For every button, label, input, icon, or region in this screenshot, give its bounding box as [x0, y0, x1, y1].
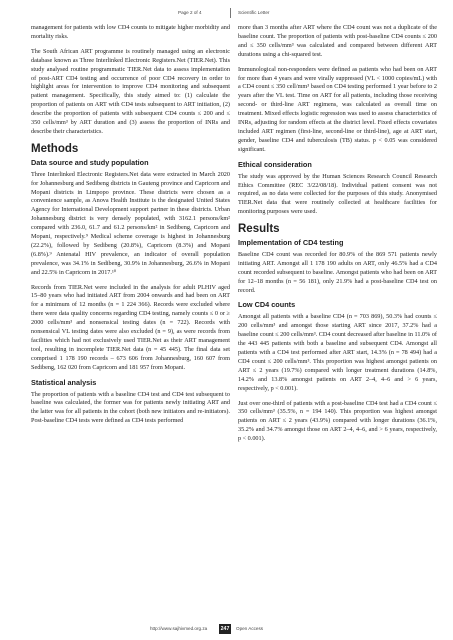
subheading-implementation: Implementation of CD4 testing [238, 238, 344, 248]
paragraph: Amongst all patients with a baseline CD4 (n = 703 869), 50.3% had counts ≤ 200 cells/mm³ and amongst those starting ART since 2017, 37.2% had a baseline count ≤ 200 cells/mm³. CD4 count decreased after baseline in 11.0% of the 443 445 patients with both a baseline and subsequent CD4. Amongst all patients with a CD4 test performed after ART start, 14.3% (n = 78 494) had a CD4 count ≤ 200 cells/mm³. This proportion was highest amongst patients on ART ≤ 2 years (19.7%) compared with longer treatment durations (14.8%, 14.2% and 13.8% amongst patients on ART 2–4, 4–6 and > 6 years, respectively, p < 0.001). [238, 313, 437, 392]
subheading-ethical: Ethical consideration [238, 159, 312, 169]
page-header [0, 8, 453, 20]
paragraph: The South African ART programme is routinely managed using an electronic database known as Three Interlinked Electronic Registers.Net (TIER.Net). This study analysed routine programmatic TIER.Net data to assess implementation of post-ART CD4 testing and occurrence of poor CD4 recovery in order to highlight areas for intervention to improve CD4 monitoring and subsequent patient management. Specifically, this study aimed to: (1) calculate the proportion of patients on ART with CD4 tests subsequent to ART initiation, (2) describe the proportion of patients with subsequent CD4 counts ≤ 200 and ≤ 350 cells/mm³ by ART duration and (3) assess the proportion of INRs and describe their characteristics. [31, 47, 230, 135]
section-heading-methods: Methods [31, 142, 79, 155]
paragraph: Records from TIER.Net were included in the analysis for adult PLHIV aged 15–80 years who had initiated ART from 2004 onwards and had been on ART for a minimum of 12 months (n = 1 224 366). Records were excluded where there were data quality concerns regarding CD4 testing, namely counts ≤ 0 or ≥ 2000 cells/mm³ and nonsensical testing dates (n = 722). Records with nonsensical VL testing dates were also excluded (n = 9), as were records from facilities which had not exclusively used TIER.Net as their ART management tool, resulting in incomplete TIER.Net data (n = 45 445). The final data set comprised 1 178 190 records – 673 606 from Johannesburg, 160 607 from Sedibeng, 162 020 from Capricorn and 181 957 from Mopani. [31, 283, 230, 371]
journal-url-link[interactable]: http://www.sajhivmed.org.za [150, 626, 208, 631]
right-column [238, 24, 437, 450]
subheading-statistical-analysis: Statistical analysis [31, 377, 97, 387]
page-footer [0, 624, 453, 636]
page-indicator: Page 2 of 4 [178, 10, 202, 15]
paragraph: Three Interlinked Electronic Registers.Net data were extracted in March 2020 for Johannesburg and Sedibeng districts in Gauteng province and Capricorn and Mopani districts in Limpopo province. These districts were chosen as a convenience sample, as Anova Health Institute is the designated United States Agency for International Development support partner in these districts. Urban Johannesburg district is very densely populated, with 3162.1 persons/km² compared with 236.0, 61.7 and 61.2 persons/km² in Sedibeng, Capricorn and Mopani, respectively.⁹ Medical scheme coverage is highest in Johannesburg (22.2%), followed by Sedibeng (20.8%), Capricorn (8.3%) and Mopani (6.8%).⁹ Antenatal HIV prevalence, an indicator of overall population prevalence, was 34.1% in Sedibeng, 30.9% in Johannesburg, 26.6% in Mopani and 22.5% in Capricorn in 2017.¹⁰ [31, 170, 230, 276]
paragraph: The study was approved by the Human Sciences Research Council Research Ethics Committee (REC 3/22/08/18). Individual patient consent was not required, as no data were collected for the purposes of this study. Anonymised TIER.Net data that were routinely collected at healthcare facilities for monitoring purposes were used. [238, 172, 437, 216]
paragraph: Immunological non-responders were defined as patients who had been on ART for more than 4 years and were virally suppressed (VL < 1000 copies/mL) with a CD4 count ≤ 350 cell/mm³ based on CD4 testing performed 1 year before to 2 years after the VL test. Time on ART for all patients, including those receiving second- or third-line ART regimens, was calculated as overall time on treatment. Mixed effects logistic regression was used to assess characteristics of INRs, adjusting for random effects at the district level. Fixed effects covariates included ART regimen (first-line, second-line or third-line), age at ART start, gender, baseline CD4 and tuberculosis (TB) status. p < 0.05 was considered significant. [238, 65, 437, 153]
subheading-low-cd4: Low CD4 counts [238, 300, 296, 310]
paragraph: Just over one-third of patients with a post-baseline CD4 test had a CD4 count ≤ 350 cells/mm³ (35.5%, n = 194 140). This proportion was highest amongst patients on ART ≤ 2 years (43.9%) compared with longer durations (36.1%, 35.2% and 34.7% amongst those on ART 2–4, 4–6, and > 6 years, respectively, p < 0.001). [238, 399, 437, 443]
header-divider [230, 8, 231, 18]
subheading-data-source: Data source and study population [31, 157, 149, 167]
article-type: Scientific Letter [238, 10, 270, 15]
left-column [31, 24, 230, 432]
paragraph: management for patients with low CD4 counts to mitigate higher morbidity and mortality risks. [31, 24, 230, 40]
paragraph: Baseline CD4 count was recorded for 80.9% of the 869 571 patients newly initiating ART. Amongst all 1 178 190 adults on ART, only 46.5% had a CD4 count recorded subsequent to baseline. Amongst patients who had been on ART for 12–18 months (n = 56 181), only 21.9% had a post-baseline CD4 test on record. [238, 250, 437, 294]
page-number: 247 [220, 626, 230, 632]
paragraph: The proportion of patients with a baseline CD4 test and CD4 test subsequent to baseline was calculated, the former was for patients newly initiating ART and the latter was for all patients in the cohort (both new initiators and re-initiators). Post-baseline CD4 tests were defined as CD4 tests performed [31, 390, 230, 425]
open-access-label: Open Access [236, 626, 264, 631]
section-heading-results: Results [238, 223, 280, 236]
paragraph: more than 3 months after ART where the CD4 count was not a duplicate of the baseline count. The proportion of patients with post-baseline CD4 counts ≤ 200 and ≤ 350 cells/mm³ was calculated and compared between different ART durations using a chi-squared test. [238, 24, 437, 58]
